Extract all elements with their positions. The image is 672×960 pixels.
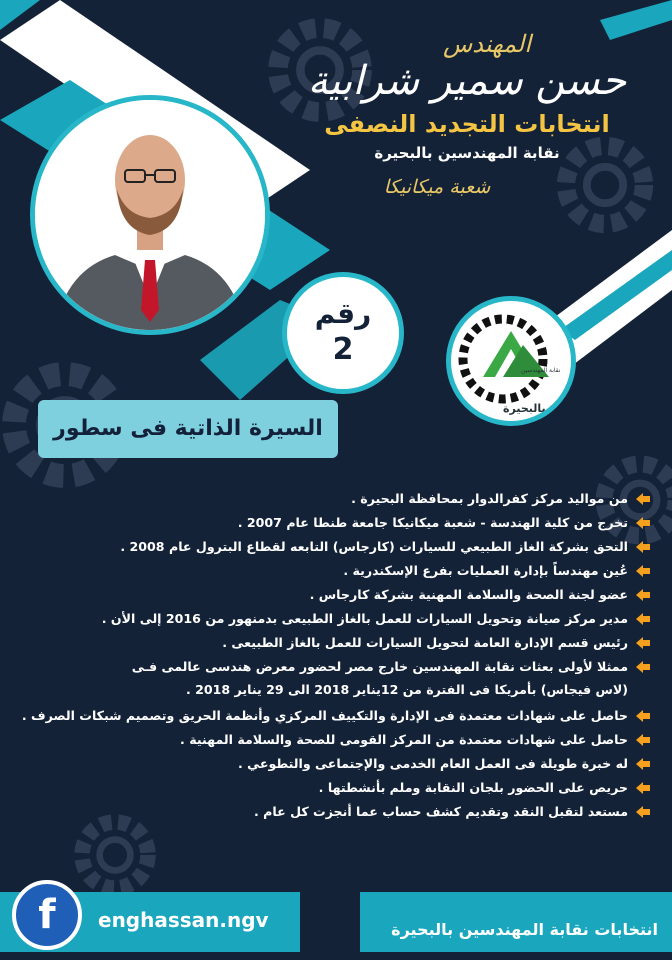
number-label: رقم (314, 297, 372, 330)
bio-bullet-text: حريص على الحضور بلجان النقابة وملم بأنشطتها . (318, 780, 628, 795)
logo-union-text: نقابة المهندسين (521, 367, 561, 374)
arrow-left-icon (636, 637, 650, 649)
arrow-left-icon (636, 589, 650, 601)
title-prefix: المهندس (442, 30, 532, 58)
bio-bullet-text: عضو لجنة الصحة والسلامة المهنية بشركة كارجاس . (309, 587, 628, 602)
candidate-number-badge (282, 272, 404, 394)
union-logo (446, 296, 576, 426)
union-label: انتخابات نقابة المهندسين بالبحيرة (391, 920, 658, 939)
bio-bullet-text: من مواليد مركز كفرالدوار بمحافظة البحيرة . (351, 491, 628, 506)
bio-bullet-text: التحق بشركة الغاز الطبيعي للسيارات (كارجاس) التابعه لقطاع البترول عام 2008 . (120, 539, 628, 554)
bio-bullet-text: مدير مركز صيانة وتحويل السيارات للعمل بالغاز الطبيعى بدمنهور من 2016 إلى الأن . (101, 611, 628, 626)
bio-bullet-text: تخرج من كلية الهندسة - شعبة ميكانيكا جامعة طنطا عام 2007 . (237, 515, 628, 530)
union-name: نقابة المهندسين بالبحيرة (374, 144, 560, 162)
arrow-left-icon (636, 758, 650, 770)
candidate-portrait (35, 100, 265, 330)
bio-bullet-text: مستعد لتقبل النقد وتقديم كشف حساب عما أنجزت كل عام . (253, 804, 628, 819)
arrow-left-icon (636, 565, 650, 577)
facebook-icon[interactable]: f (12, 880, 82, 950)
bio-bullet (10, 658, 650, 698)
arrow-left-icon (636, 734, 650, 746)
bio-bullet-text: عُين مهندساً بإدارة العمليات بفرع الإسكندرية . (343, 563, 628, 578)
bio-bullet (10, 803, 650, 820)
bio-bullet (10, 586, 650, 603)
bio-bullet (10, 514, 650, 531)
section-title: السيرة الذاتية فى سطور (38, 400, 338, 458)
bio-bullet (10, 538, 650, 555)
bio-bullet (10, 707, 650, 724)
arrow-left-icon (636, 541, 650, 553)
arrow-left-icon (636, 517, 650, 529)
footer (0, 878, 672, 960)
bio-bullet (10, 634, 650, 651)
bio-bullet-text: حاصل على شهادات معتمدة فى الإدارة والتكييف المركزي وأنظمة الحريق وتصميم شبكات الصرف . (21, 708, 628, 723)
bio-bullet-text: له خبرة طويلة فى العمل العام الخدمى والإجتماعى والتطوعي . (237, 756, 628, 771)
campaign-title: انتخابات التجديد النصفى (324, 110, 610, 138)
bio-bullet-text: رئيس قسم الإدارة العامة لتحويل السيارات للعمل بالغاز الطبيعى . (222, 635, 628, 650)
bio-bullet (10, 731, 650, 748)
arrow-left-icon (636, 782, 650, 794)
bio-list (10, 483, 650, 820)
candidate-name: حسن سمير شرابية (307, 58, 627, 104)
facebook-handle[interactable]: enghassan.ngv (98, 908, 269, 932)
bio-bullet-text: حاصل على شهادات معتمدة من المركز القومى للصحة والسلامة المهنية . (180, 732, 628, 747)
arrow-left-icon (636, 806, 650, 818)
division-label: شعبة ميكانيكا (383, 176, 491, 198)
bio-bullet (10, 610, 650, 627)
bio-bullet (10, 562, 650, 579)
bio-bullet (10, 755, 650, 772)
bio-bullet (10, 490, 650, 507)
arrow-left-icon (636, 661, 650, 673)
union-label-bar (360, 892, 672, 952)
candidate-photo (30, 95, 270, 335)
bio-bullet-continuation: (لاس فيجاس) بأمريكا فى الفترة من 12يناير 2018 الى 29 يناير 2018 . (185, 682, 628, 697)
bio-bullet (10, 779, 650, 796)
arrow-left-icon (636, 710, 650, 722)
arrow-left-icon (636, 613, 650, 625)
logo-city-text: بالبحيرة (503, 402, 546, 415)
header (302, 30, 632, 198)
arrow-left-icon (636, 493, 650, 505)
number-value: 2 (332, 332, 354, 367)
bio-bullet-text: ممثلا لأولى بعثات نقابة المهندسين خارج مصر لحضور معرض هندسى عالمى فـى (131, 659, 628, 674)
